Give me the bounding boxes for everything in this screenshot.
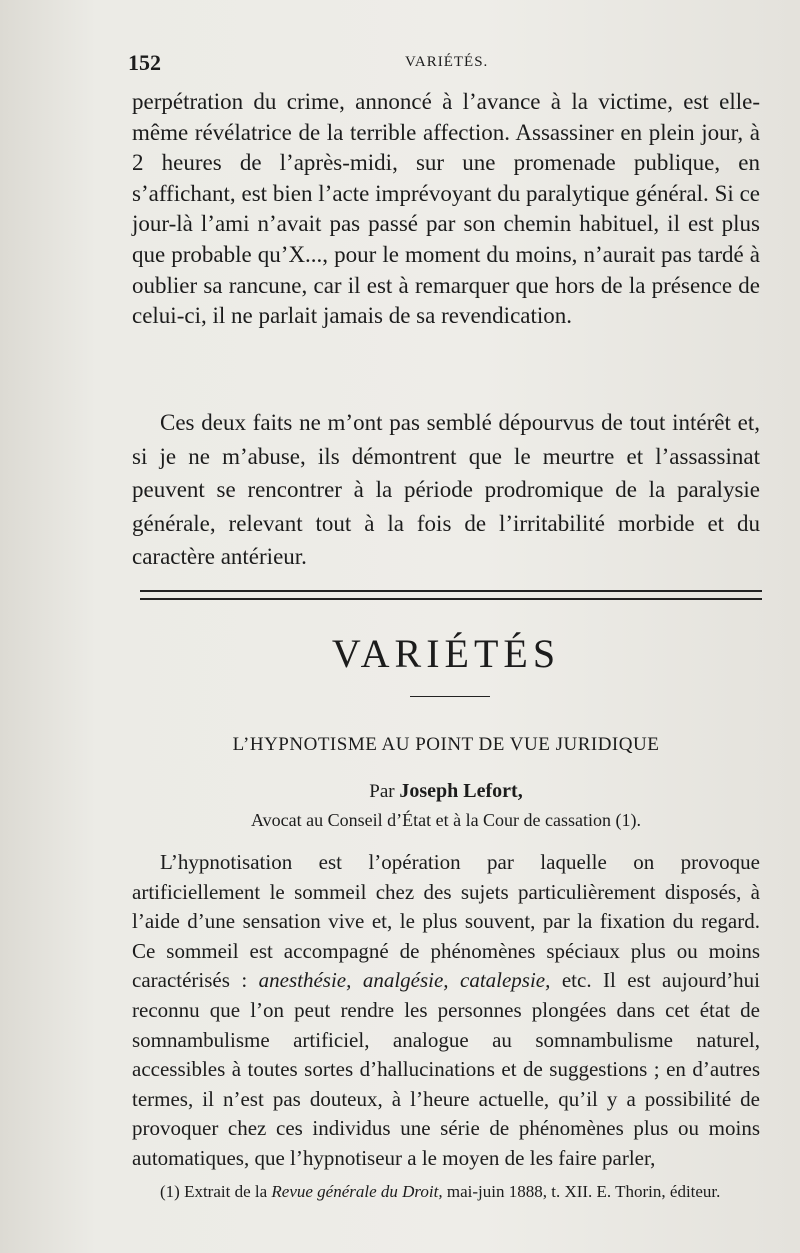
italic-terms: anesthésie, analgésie, catalepsie,: [258, 968, 551, 993]
footnote-prefix: (1) Extrait de la: [160, 1182, 268, 1201]
article-body: [132, 848, 760, 1174]
continuation-block: [132, 87, 760, 332]
article-text-part2: etc. Il est aujourd’hui reconnu que l’on peut rendre les personnes plongées dans cet état de somnambulisme artificiel, analogue au somnambulisme naturel, accessibles à toutes sortes d’hallucinations et de suggestions ; en d’autres termes, il n’est pas douteux, à l’heure actuelle, qu’il y a possibilité de provoquer chez ces individus une série de phénomènes plus ou moins automatiques, que l’hypnotiseur a le moyen de les faire parler,: [132, 968, 761, 1170]
running-head: VARIÉTÉS.: [405, 54, 489, 70]
byline-prefix: Par: [369, 781, 395, 802]
article-text-part1: L’hypnotisation est l’opération par laquelle on provoque artificiellement le sommeil chez des sujets particulièrement disposés, à l’aide d’une sensation vive et, le plus souvent, par la fixation du regard. Ce sommeil est accompagné de phénomènes spéciaux plus ou moins caractérisés :: [132, 850, 760, 993]
section-title: VARIÉTÉS: [331, 631, 561, 676]
article-paragraph: [132, 848, 760, 1174]
title-rule: [410, 696, 490, 697]
closing-block: [132, 406, 760, 574]
section-divider: [140, 590, 762, 600]
footnote-journal: Revue générale du Droit,: [271, 1182, 443, 1201]
footnote-text: [132, 1180, 760, 1203]
footnote-suffix: mai-juin 1888, t. XII. E. Thorin, éditeur.: [446, 1182, 721, 1201]
page-header: [120, 50, 760, 80]
page-number: 152: [128, 50, 161, 75]
continuation-paragraph: perpétration du crime, annoncé à l’avance à la victime, est elle-même révélatrice de la terrible affection. Assassiner en plein jour, à 2 heures de l’après-midi, sur une promenade publique, en s’affichant, est bien l’acte imprévoyant du paralytique général. Si ce jour-là l’ami n’avait pas passé par son chemin habituel, il est plus que probable qu’X..., pour le moment du moins, n’aurait pas tardé à oublier sa rancune, car il est à remarquer que hors de la présence de celui-ci, il ne parlait jamais de sa revendication.: [132, 89, 760, 329]
byline: [132, 780, 760, 803]
footnote: [132, 1180, 760, 1203]
author-affiliation: Avocat au Conseil d’État et à la Cour de cassation (1).: [250, 810, 642, 830]
closing-paragraph: Ces deux faits ne m’ont pas semblé dépourvus de tout intérêt et, si je ne m’abuse, ils démontrent que le meurtre et l’assassinat peuvent se rencontrer à la période prodromique de la paralysie générale, relevant tout à la fois de l’irritabilité morbide et du caractère antérieur.: [132, 410, 760, 569]
article-title: L’HYPNOTISME AU POINT DE VUE JURIDIQUE: [232, 734, 660, 755]
author-name: Joseph Lefort,: [399, 780, 523, 802]
